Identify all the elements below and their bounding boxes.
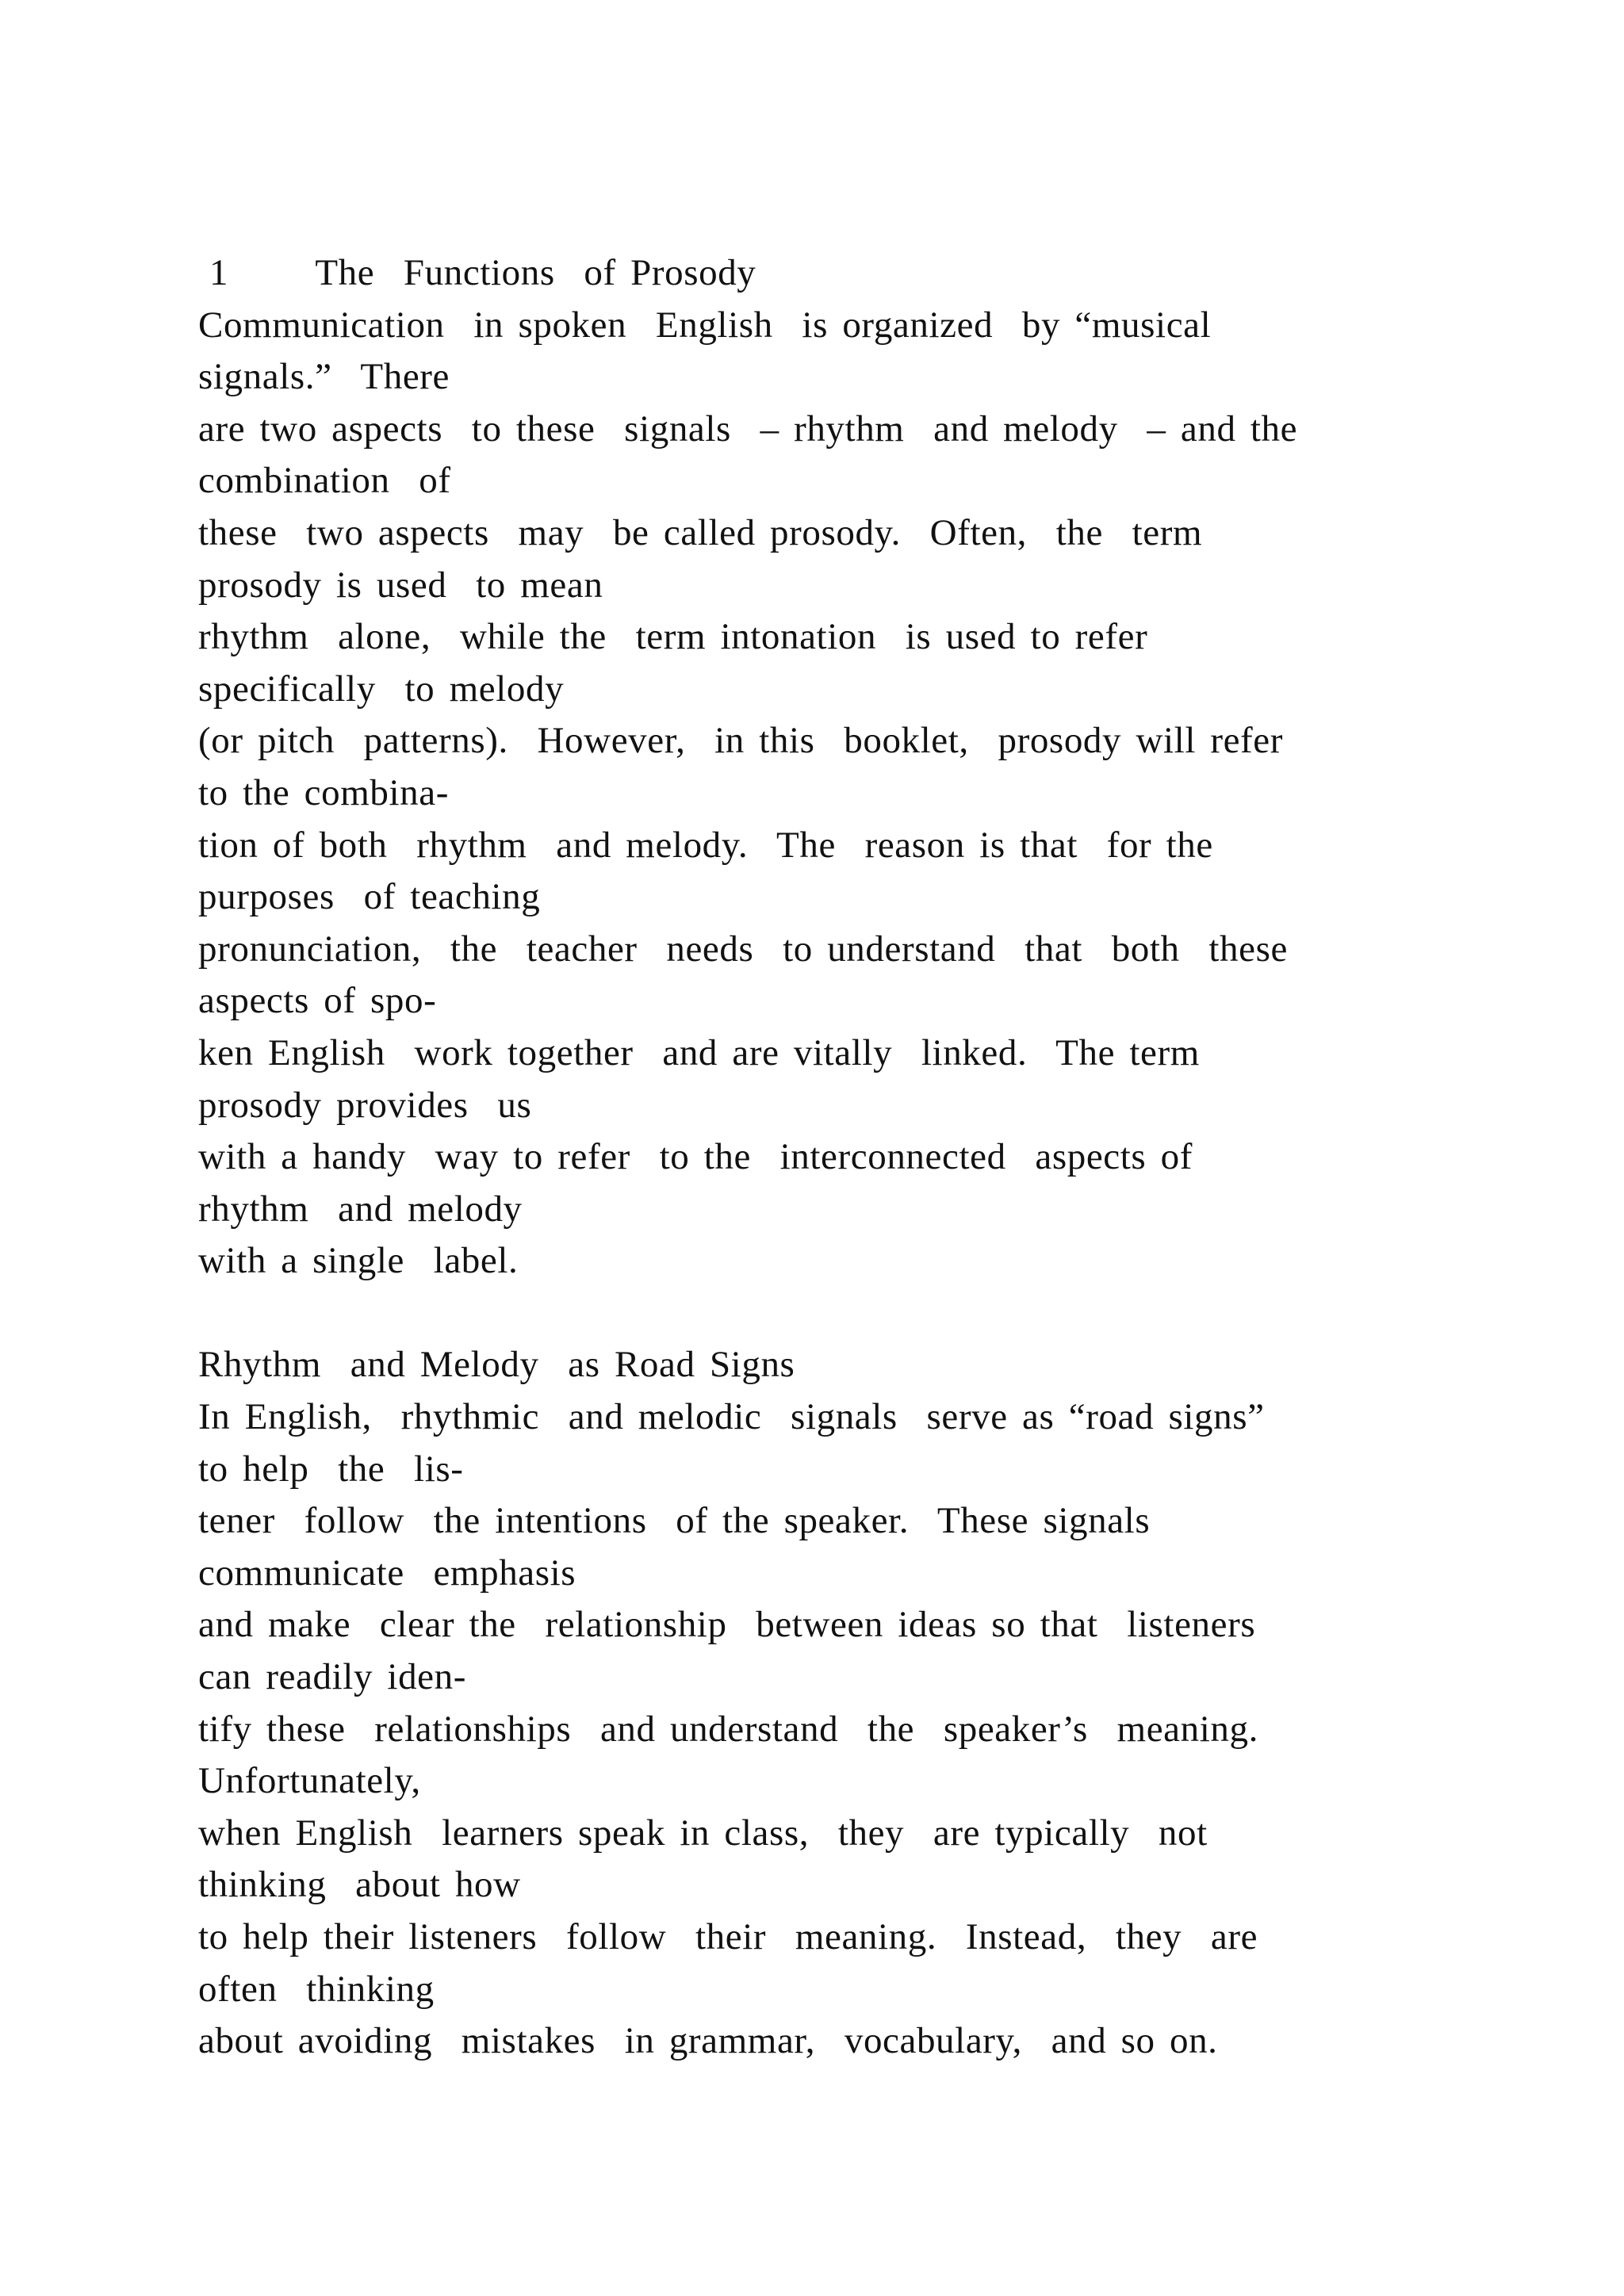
text-line: pronunciation, the teacher needs to understand that both these: [198, 928, 1288, 970]
text-line: aspects of spo-: [198, 980, 437, 1022]
text-line: Communication in spoken English is organized by “musical: [198, 304, 1212, 346]
text-line: communicate emphasis: [198, 1552, 576, 1594]
text-line: In English, rhythmic and melodic signals serve as “road signs”: [198, 1396, 1265, 1438]
text-line: thinking about how: [198, 1864, 521, 1906]
text-line: rhythm and melody: [198, 1188, 523, 1230]
text-line: (or pitch patterns). However, in this booklet, prosody will refer: [198, 720, 1284, 762]
text-line: can readily iden-: [198, 1656, 466, 1698]
text-line: specifically to melody: [198, 668, 565, 710]
text-line: purposes of teaching: [198, 876, 541, 918]
paragraph-road-signs: [198, 1391, 1435, 2068]
text-line: ken English work together and are vitally linked. The term: [198, 1031, 1200, 1073]
text-line: when English learners speak in class, they are typically not: [198, 1812, 1208, 1854]
text-line: rhythm alone, while the term intonation is used to refer: [198, 616, 1148, 658]
section-heading: 1 The Functions of Prosody: [209, 252, 756, 293]
subheading: Rhythm and Melody as Road Signs: [198, 1344, 795, 1386]
text-line: signals.” There: [198, 356, 450, 398]
text-line: these two aspects may be called prosody. Often, the term: [198, 511, 1203, 553]
text-line: Unfortunately,: [198, 1760, 421, 1802]
text-line: tify these relationships and understand the speaker’s meaning.: [198, 1708, 1258, 1750]
text-line: to help their listeners follow their meaning. Instead, they are: [198, 1916, 1258, 1957]
text-line: combination of: [198, 460, 451, 502]
text-line: about avoiding mistakes in grammar, vocabulary, and so on.: [198, 2020, 1218, 2062]
text-line: tion of both rhythm and melody. The reason is that for the: [198, 824, 1213, 866]
text-line: prosody is used to mean: [198, 564, 603, 606]
paragraph-prosody-definition: [198, 300, 1435, 1288]
paragraph-spacer: [198, 1288, 1435, 1340]
document-text: [198, 247, 1435, 2068]
text-line: often thinking: [198, 1968, 435, 2010]
text-line: are two aspects to these signals – rhythm and melody – and the: [198, 408, 1298, 450]
text-line: with a handy way to refer to the interconnected aspects of: [198, 1136, 1193, 1178]
text-line: and make clear the relationship between ideas so that listeners: [198, 1604, 1256, 1646]
text-line: prosody provides us: [198, 1084, 532, 1126]
text-line: to the combina-: [198, 771, 449, 813]
text-line: to help the lis-: [198, 1448, 464, 1490]
text-line: with a single label.: [198, 1240, 519, 1282]
text-line: tener follow the intentions of the speaker. These signals: [198, 1500, 1151, 1542]
